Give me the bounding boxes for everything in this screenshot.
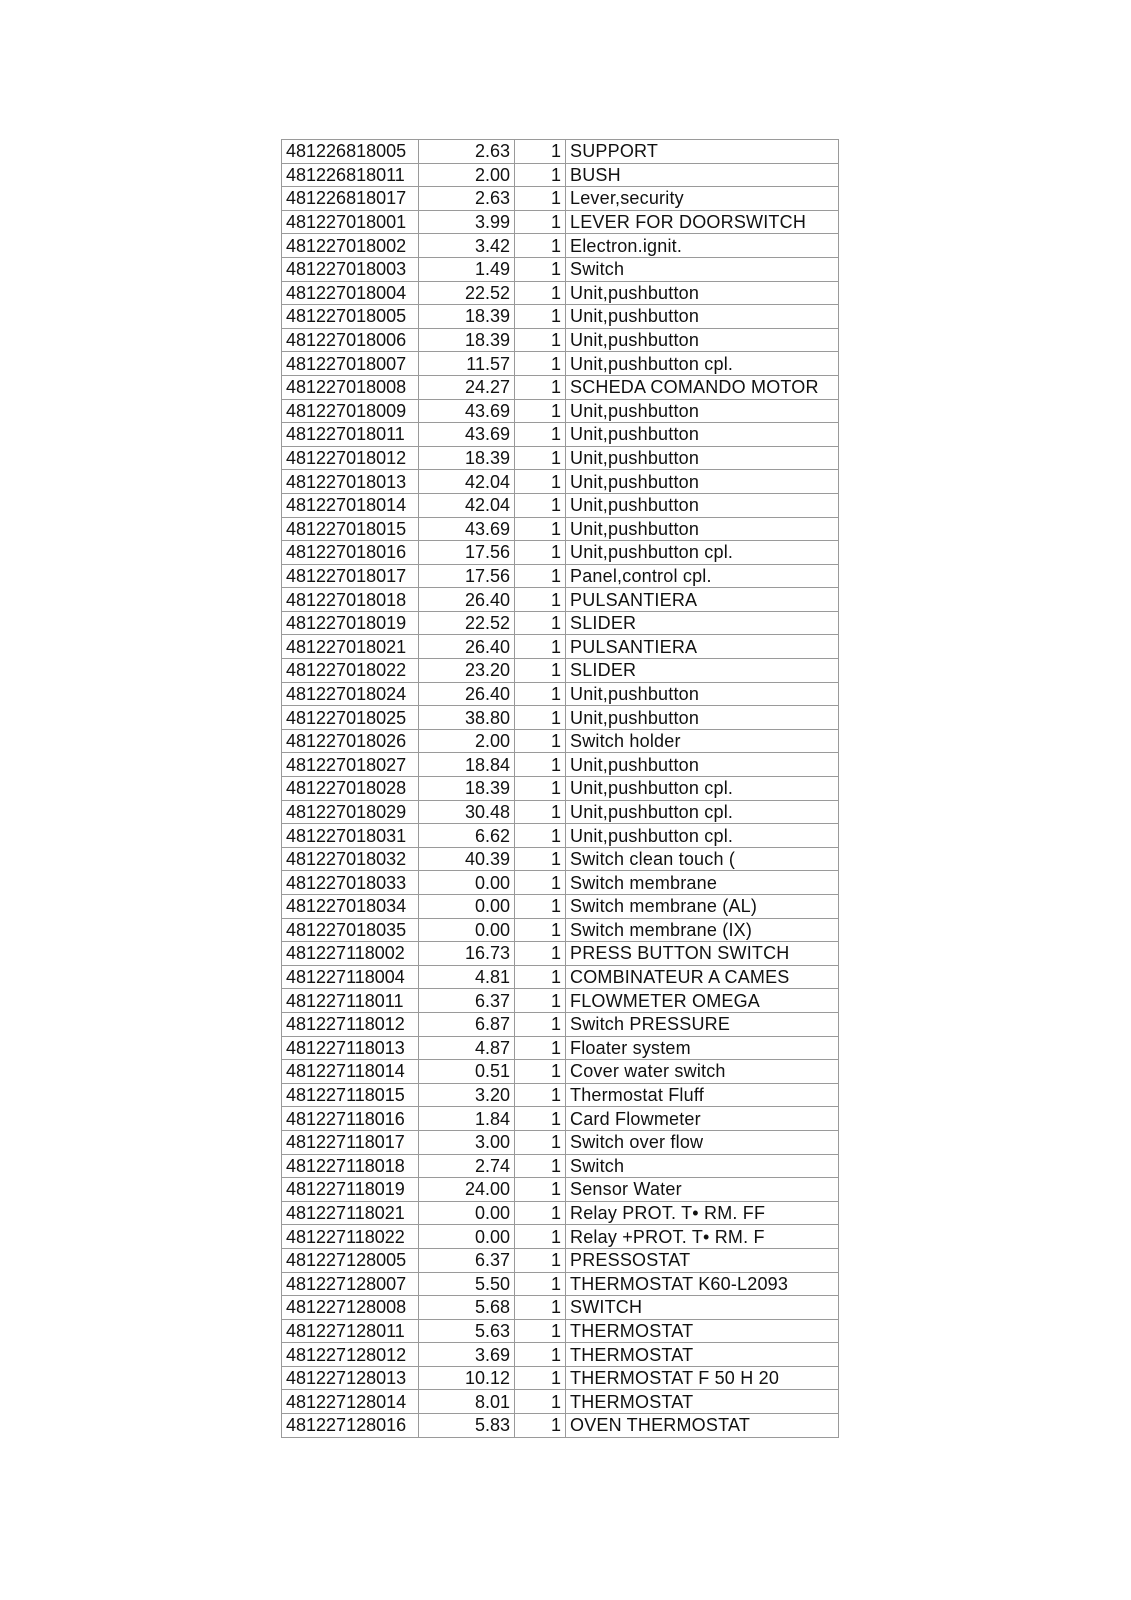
price-cell: 30.48 <box>419 800 515 824</box>
price-cell: 2.00 <box>419 729 515 753</box>
part-number-cell: 481227118019 <box>282 1178 419 1202</box>
table-row <box>282 895 839 919</box>
part-number-cell: 481227128013 <box>282 1366 419 1390</box>
table-row <box>282 1154 839 1178</box>
price-cell: 0.00 <box>419 895 515 919</box>
table-row <box>282 753 839 777</box>
description-cell: Unit,pushbutton <box>566 706 839 730</box>
quantity-cell: 1 <box>515 800 566 824</box>
part-number-cell: 481227018009 <box>282 399 419 423</box>
description-cell: Thermostat Fluff <box>566 1083 839 1107</box>
part-number-cell: 481227118022 <box>282 1225 419 1249</box>
table-row <box>282 1248 839 1272</box>
description-cell: Unit,pushbutton <box>566 281 839 305</box>
table-row <box>282 918 839 942</box>
quantity-cell: 1 <box>515 1248 566 1272</box>
table-row <box>282 777 839 801</box>
table-row <box>282 1296 839 1320</box>
table-row <box>282 706 839 730</box>
quantity-cell: 1 <box>515 1130 566 1154</box>
quantity-cell: 1 <box>515 1272 566 1296</box>
price-cell: 0.00 <box>419 918 515 942</box>
quantity-cell: 1 <box>515 446 566 470</box>
part-number-cell: 481227018022 <box>282 659 419 683</box>
price-cell: 11.57 <box>419 352 515 376</box>
part-number-cell: 481227128011 <box>282 1319 419 1343</box>
quantity-cell: 1 <box>515 753 566 777</box>
part-number-cell: 481227128014 <box>282 1390 419 1414</box>
quantity-cell: 1 <box>515 1414 566 1438</box>
price-cell: 18.39 <box>419 328 515 352</box>
table-row <box>282 234 839 258</box>
quantity-cell: 1 <box>515 1225 566 1249</box>
quantity-cell: 1 <box>515 140 566 164</box>
table-row <box>282 1130 839 1154</box>
part-number-cell: 481227118021 <box>282 1201 419 1225</box>
quantity-cell: 1 <box>515 1012 566 1036</box>
quantity-cell: 1 <box>515 1083 566 1107</box>
price-cell: 5.83 <box>419 1414 515 1438</box>
quantity-cell: 1 <box>515 1319 566 1343</box>
price-cell: 16.73 <box>419 942 515 966</box>
price-cell: 43.69 <box>419 517 515 541</box>
description-cell: Sensor Water <box>566 1178 839 1202</box>
description-cell: Relay PROT. T• RM. FF <box>566 1201 839 1225</box>
price-cell: 0.00 <box>419 1225 515 1249</box>
quantity-cell: 1 <box>515 588 566 612</box>
quantity-cell: 1 <box>515 1154 566 1178</box>
quantity-cell: 1 <box>515 328 566 352</box>
description-cell: SCHEDA COMANDO MOTOR <box>566 375 839 399</box>
table-row <box>282 163 839 187</box>
quantity-cell: 1 <box>515 470 566 494</box>
description-cell: Relay +PROT. T• RM. F <box>566 1225 839 1249</box>
description-cell: Switch membrane (IX) <box>566 918 839 942</box>
description-cell: Switch membrane <box>566 871 839 895</box>
description-cell: Unit,pushbutton <box>566 470 839 494</box>
price-cell: 2.74 <box>419 1154 515 1178</box>
part-number-cell: 481227018018 <box>282 588 419 612</box>
quantity-cell: 1 <box>515 824 566 848</box>
table-row <box>282 328 839 352</box>
part-number-cell: 481227018025 <box>282 706 419 730</box>
part-number-cell: 481227128016 <box>282 1414 419 1438</box>
quantity-cell: 1 <box>515 1178 566 1202</box>
table-row <box>282 1178 839 1202</box>
table-row <box>282 281 839 305</box>
quantity-cell: 1 <box>515 682 566 706</box>
quantity-cell: 1 <box>515 352 566 376</box>
price-cell: 0.00 <box>419 871 515 895</box>
quantity-cell: 1 <box>515 210 566 234</box>
price-cell: 0.51 <box>419 1060 515 1084</box>
quantity-cell: 1 <box>515 163 566 187</box>
part-number-cell: 481227118004 <box>282 965 419 989</box>
quantity-cell: 1 <box>515 777 566 801</box>
price-cell: 3.42 <box>419 234 515 258</box>
description-cell: Switch <box>566 1154 839 1178</box>
description-cell: Panel,control cpl. <box>566 564 839 588</box>
quantity-cell: 1 <box>515 847 566 871</box>
quantity-cell: 1 <box>515 187 566 211</box>
description-cell: Floater system <box>566 1036 839 1060</box>
price-cell: 6.87 <box>419 1012 515 1036</box>
description-cell: THERMOSTAT <box>566 1319 839 1343</box>
description-cell: Switch PRESSURE <box>566 1012 839 1036</box>
price-cell: 6.37 <box>419 989 515 1013</box>
quantity-cell: 1 <box>515 942 566 966</box>
part-number-cell: 481227118011 <box>282 989 419 1013</box>
part-number-cell: 481227118013 <box>282 1036 419 1060</box>
description-cell: Unit,pushbutton <box>566 305 839 329</box>
part-number-cell: 481227128007 <box>282 1272 419 1296</box>
part-number-cell: 481227018028 <box>282 777 419 801</box>
description-cell: PRESS BUTTON SWITCH <box>566 942 839 966</box>
price-cell: 26.40 <box>419 588 515 612</box>
table-row <box>282 1201 839 1225</box>
part-number-cell: 481227018019 <box>282 611 419 635</box>
description-cell: Lever,security <box>566 187 839 211</box>
part-number-cell: 481227018015 <box>282 517 419 541</box>
description-cell: Electron.ignit. <box>566 234 839 258</box>
description-cell: Unit,pushbutton cpl. <box>566 352 839 376</box>
quantity-cell: 1 <box>515 281 566 305</box>
description-cell: Unit,pushbutton <box>566 328 839 352</box>
description-cell: PULSANTIERA <box>566 635 839 659</box>
description-cell: Switch holder <box>566 729 839 753</box>
part-number-cell: 481227118018 <box>282 1154 419 1178</box>
part-number-cell: 481227018013 <box>282 470 419 494</box>
table-row <box>282 800 839 824</box>
table-row <box>282 1083 839 1107</box>
price-cell: 22.52 <box>419 611 515 635</box>
table-row <box>282 493 839 517</box>
part-number-cell: 481227018031 <box>282 824 419 848</box>
description-cell: Unit,pushbutton cpl. <box>566 777 839 801</box>
description-cell: Cover water switch <box>566 1060 839 1084</box>
part-number-cell: 481227118002 <box>282 942 419 966</box>
description-cell: Switch membrane (AL) <box>566 895 839 919</box>
quantity-cell: 1 <box>515 1201 566 1225</box>
part-number-cell: 481227118016 <box>282 1107 419 1131</box>
part-number-cell: 481227018011 <box>282 423 419 447</box>
price-cell: 17.56 <box>419 564 515 588</box>
price-cell: 42.04 <box>419 493 515 517</box>
quantity-cell: 1 <box>515 895 566 919</box>
description-cell: Unit,pushbutton cpl. <box>566 541 839 565</box>
description-cell: SWITCH <box>566 1296 839 1320</box>
part-number-cell: 481227018024 <box>282 682 419 706</box>
description-cell: Unit,pushbutton <box>566 399 839 423</box>
table-row <box>282 399 839 423</box>
price-cell: 6.62 <box>419 824 515 848</box>
part-number-cell: 481227118014 <box>282 1060 419 1084</box>
part-number-cell: 481227018007 <box>282 352 419 376</box>
part-number-cell: 481227018005 <box>282 305 419 329</box>
parts-price-table <box>281 139 839 1438</box>
description-cell: Switch <box>566 257 839 281</box>
quantity-cell: 1 <box>515 1366 566 1390</box>
quantity-cell: 1 <box>515 611 566 635</box>
price-cell: 2.00 <box>419 163 515 187</box>
price-cell: 17.56 <box>419 541 515 565</box>
description-cell: Unit,pushbutton <box>566 517 839 541</box>
part-number-cell: 481227018001 <box>282 210 419 234</box>
table-row <box>282 1343 839 1367</box>
table-row <box>282 517 839 541</box>
description-cell: SLIDER <box>566 659 839 683</box>
price-cell: 26.40 <box>419 682 515 706</box>
quantity-cell: 1 <box>515 1060 566 1084</box>
table-row <box>282 423 839 447</box>
table-row <box>282 1225 839 1249</box>
table-row <box>282 470 839 494</box>
price-cell: 42.04 <box>419 470 515 494</box>
quantity-cell: 1 <box>515 517 566 541</box>
quantity-cell: 1 <box>515 541 566 565</box>
price-cell: 38.80 <box>419 706 515 730</box>
table-row <box>282 446 839 470</box>
quantity-cell: 1 <box>515 305 566 329</box>
quantity-cell: 1 <box>515 1107 566 1131</box>
part-number-cell: 481227018027 <box>282 753 419 777</box>
table-row <box>282 824 839 848</box>
price-cell: 24.27 <box>419 375 515 399</box>
part-number-cell: 481227018032 <box>282 847 419 871</box>
table-row <box>282 1390 839 1414</box>
price-cell: 5.63 <box>419 1319 515 1343</box>
table-row <box>282 305 839 329</box>
description-cell: OVEN THERMOSTAT <box>566 1414 839 1438</box>
table-row <box>282 1272 839 1296</box>
table-row <box>282 942 839 966</box>
description-cell: Unit,pushbutton <box>566 682 839 706</box>
quantity-cell: 1 <box>515 635 566 659</box>
description-cell: Unit,pushbutton cpl. <box>566 800 839 824</box>
price-cell: 2.63 <box>419 140 515 164</box>
description-cell: SLIDER <box>566 611 839 635</box>
description-cell: FLOWMETER OMEGA <box>566 989 839 1013</box>
description-cell: Switch over flow <box>566 1130 839 1154</box>
description-cell: PULSANTIERA <box>566 588 839 612</box>
quantity-cell: 1 <box>515 1036 566 1060</box>
part-number-cell: 481227128005 <box>282 1248 419 1272</box>
quantity-cell: 1 <box>515 564 566 588</box>
description-cell: Unit,pushbutton <box>566 446 839 470</box>
table-row <box>282 564 839 588</box>
part-number-cell: 481227018034 <box>282 895 419 919</box>
part-number-cell: 481227018035 <box>282 918 419 942</box>
price-cell: 3.69 <box>419 1343 515 1367</box>
price-cell: 10.12 <box>419 1366 515 1390</box>
price-cell: 43.69 <box>419 423 515 447</box>
price-cell: 1.49 <box>419 257 515 281</box>
quantity-cell: 1 <box>515 989 566 1013</box>
description-cell: Unit,pushbutton <box>566 753 839 777</box>
table-row <box>282 1060 839 1084</box>
table-row <box>282 682 839 706</box>
price-cell: 23.20 <box>419 659 515 683</box>
price-cell: 4.87 <box>419 1036 515 1060</box>
quantity-cell: 1 <box>515 706 566 730</box>
parts-table-body <box>282 140 839 1438</box>
description-cell: THERMOSTAT F 50 H 20 <box>566 1366 839 1390</box>
table-row <box>282 352 839 376</box>
description-cell: THERMOSTAT <box>566 1390 839 1414</box>
table-row <box>282 1366 839 1390</box>
price-cell: 18.39 <box>419 446 515 470</box>
quantity-cell: 1 <box>515 965 566 989</box>
table-row <box>282 965 839 989</box>
quantity-cell: 1 <box>515 1296 566 1320</box>
quantity-cell: 1 <box>515 871 566 895</box>
quantity-cell: 1 <box>515 1390 566 1414</box>
price-cell: 3.20 <box>419 1083 515 1107</box>
table-row <box>282 1012 839 1036</box>
part-number-cell: 481227018004 <box>282 281 419 305</box>
price-cell: 5.50 <box>419 1272 515 1296</box>
description-cell: LEVER FOR DOORSWITCH <box>566 210 839 234</box>
price-cell: 43.69 <box>419 399 515 423</box>
price-cell: 24.00 <box>419 1178 515 1202</box>
table-row <box>282 1036 839 1060</box>
price-cell: 8.01 <box>419 1390 515 1414</box>
table-row <box>282 611 839 635</box>
part-number-cell: 481227018003 <box>282 257 419 281</box>
price-cell: 3.99 <box>419 210 515 234</box>
part-number-cell: 481227018029 <box>282 800 419 824</box>
quantity-cell: 1 <box>515 423 566 447</box>
quantity-cell: 1 <box>515 234 566 258</box>
quantity-cell: 1 <box>515 918 566 942</box>
table-row <box>282 588 839 612</box>
description-cell: Unit,pushbutton <box>566 493 839 517</box>
description-cell: THERMOSTAT <box>566 1343 839 1367</box>
table-row <box>282 847 839 871</box>
table-row <box>282 989 839 1013</box>
description-cell: Card Flowmeter <box>566 1107 839 1131</box>
description-cell: SUPPORT <box>566 140 839 164</box>
price-cell: 2.63 <box>419 187 515 211</box>
part-number-cell: 481227018016 <box>282 541 419 565</box>
description-cell: Switch clean touch ( <box>566 847 839 871</box>
table-row <box>282 635 839 659</box>
part-number-cell: 481227018002 <box>282 234 419 258</box>
price-cell: 0.00 <box>419 1201 515 1225</box>
table-row <box>282 659 839 683</box>
quantity-cell: 1 <box>515 257 566 281</box>
description-cell: Unit,pushbutton cpl. <box>566 824 839 848</box>
price-cell: 18.39 <box>419 777 515 801</box>
table-row <box>282 140 839 164</box>
price-cell: 18.84 <box>419 753 515 777</box>
price-cell: 6.37 <box>419 1248 515 1272</box>
price-cell: 22.52 <box>419 281 515 305</box>
quantity-cell: 1 <box>515 375 566 399</box>
part-number-cell: 481227018012 <box>282 446 419 470</box>
table-row <box>282 1414 839 1438</box>
table-row <box>282 541 839 565</box>
part-number-cell: 481227018014 <box>282 493 419 517</box>
price-cell: 26.40 <box>419 635 515 659</box>
part-number-cell: 481227128012 <box>282 1343 419 1367</box>
price-cell: 40.39 <box>419 847 515 871</box>
part-number-cell: 481226818017 <box>282 187 419 211</box>
part-number-cell: 481227128008 <box>282 1296 419 1320</box>
part-number-cell: 481227118017 <box>282 1130 419 1154</box>
price-cell: 3.00 <box>419 1130 515 1154</box>
table-row <box>282 1107 839 1131</box>
description-cell: BUSH <box>566 163 839 187</box>
description-cell: Unit,pushbutton <box>566 423 839 447</box>
price-cell: 4.81 <box>419 965 515 989</box>
part-number-cell: 481227018006 <box>282 328 419 352</box>
table-row <box>282 187 839 211</box>
part-number-cell: 481227018008 <box>282 375 419 399</box>
description-cell: THERMOSTAT K60-L2093 <box>566 1272 839 1296</box>
description-cell: COMBINATEUR A CAMES <box>566 965 839 989</box>
quantity-cell: 1 <box>515 729 566 753</box>
quantity-cell: 1 <box>515 659 566 683</box>
price-cell: 18.39 <box>419 305 515 329</box>
table-row <box>282 729 839 753</box>
part-number-cell: 481227118015 <box>282 1083 419 1107</box>
part-number-cell: 481227018026 <box>282 729 419 753</box>
price-cell: 5.68 <box>419 1296 515 1320</box>
part-number-cell: 481227018033 <box>282 871 419 895</box>
table-row <box>282 871 839 895</box>
quantity-cell: 1 <box>515 399 566 423</box>
table-row <box>282 257 839 281</box>
table-row <box>282 375 839 399</box>
description-cell: PRESSOSTAT <box>566 1248 839 1272</box>
part-number-cell: 481227018021 <box>282 635 419 659</box>
quantity-cell: 1 <box>515 1343 566 1367</box>
part-number-cell: 481227118012 <box>282 1012 419 1036</box>
table-row <box>282 1319 839 1343</box>
part-number-cell: 481227018017 <box>282 564 419 588</box>
quantity-cell: 1 <box>515 493 566 517</box>
part-number-cell: 481226818011 <box>282 163 419 187</box>
price-cell: 1.84 <box>419 1107 515 1131</box>
table-row <box>282 210 839 234</box>
part-number-cell: 481226818005 <box>282 140 419 164</box>
